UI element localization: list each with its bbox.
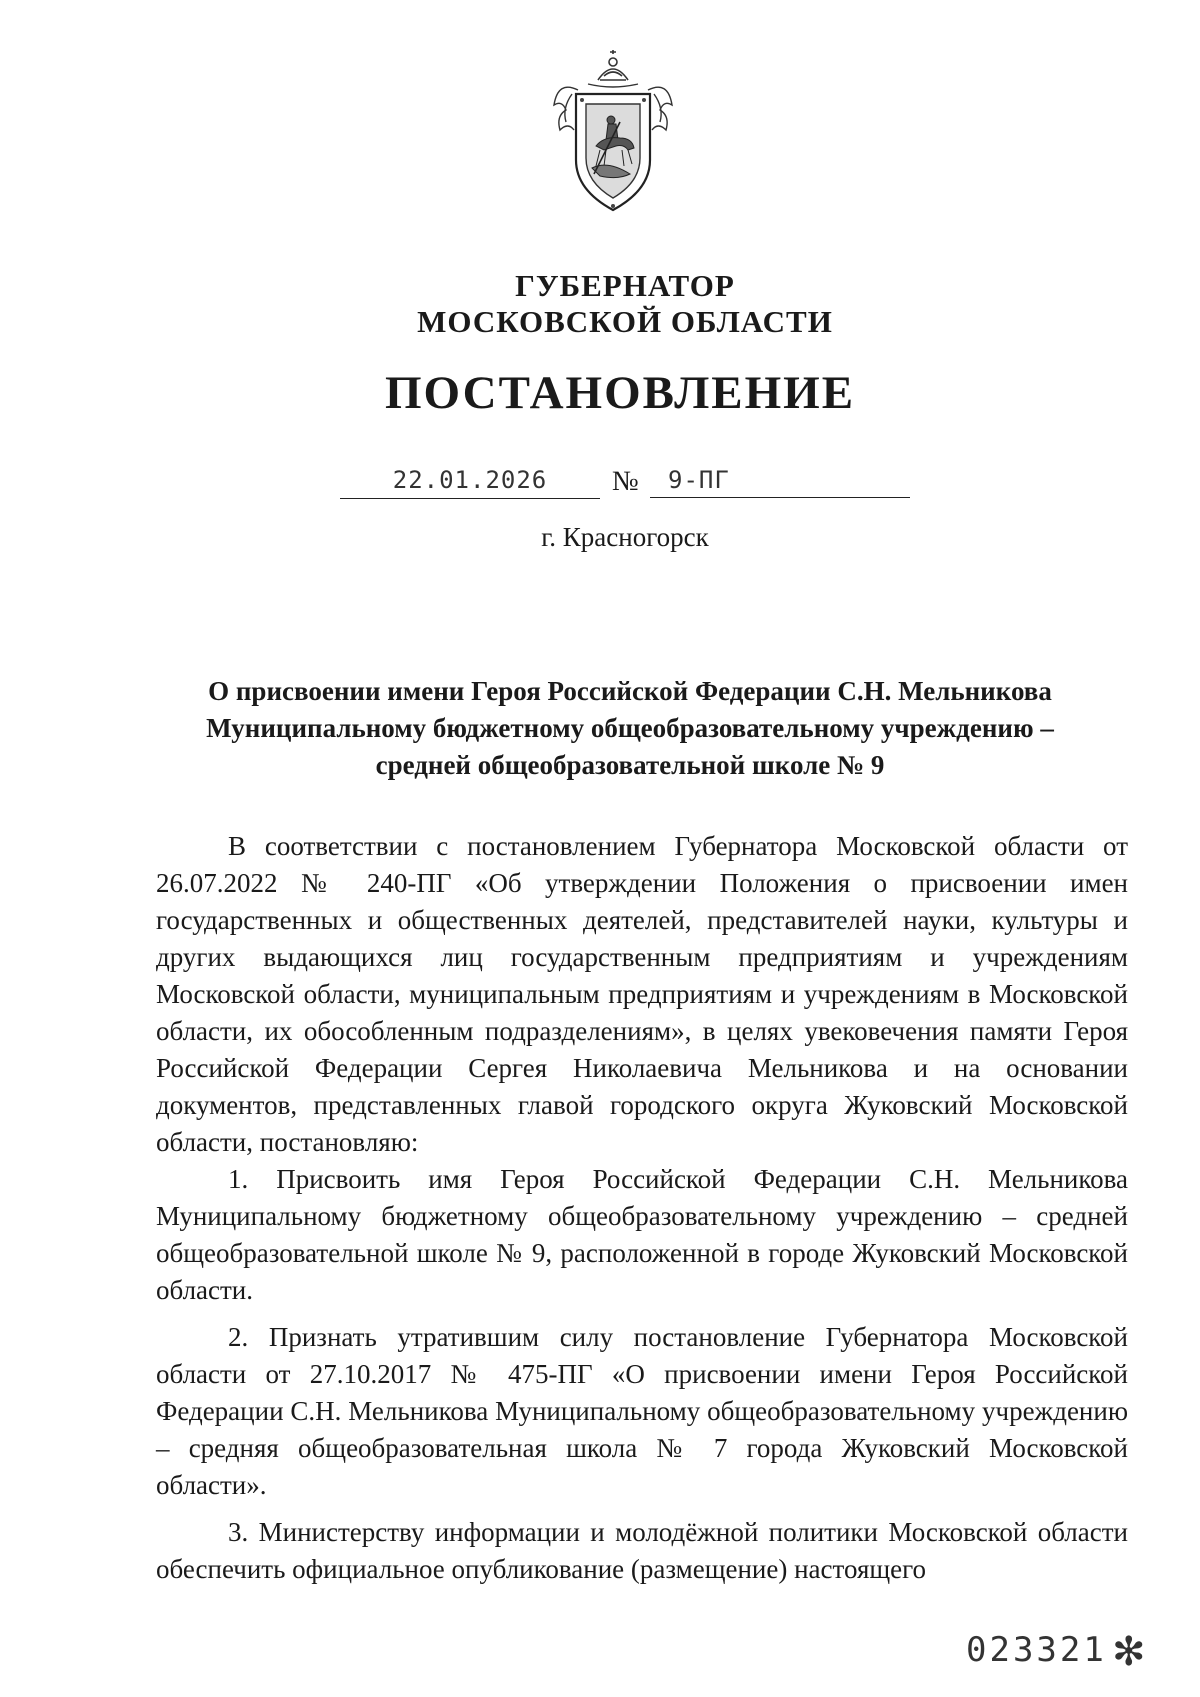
subject-line: средней общеобразовательной школе № 9 (375, 750, 885, 780)
coat-of-arms-icon (548, 50, 678, 218)
document-number-field: 9-ПГ (650, 462, 910, 498)
form-serial-number: 023321 (966, 1630, 1107, 1670)
number-sign: № (612, 466, 639, 497)
document-body (156, 828, 1128, 1588)
clause-1: 1. Присвоить имя Героя Российской Федерации С.Н. Мельникова Муниципальному бюджетному общеобразовательному учреждению – средней общеобразовательной школе № 9, расположенной в городе Жуковский Московской области. (156, 1164, 1128, 1305)
authority-title-line2: МОСКОВСКОЙ ОБЛАСТИ (417, 304, 833, 339)
document-subject (190, 673, 1070, 784)
document-type-heading: ПОСТАНОВЛЕНИЕ (384, 367, 856, 419)
clause-2: 2. Признать утратившим силу постановление Губернатора Московской области от 27.10.2017 № 475-ПГ «О присвоении имени Героя Российской Федерации С.Н. Мельникова Муниципальному общеобразовательному учреждению – средняя общеобразовательная школа № 7 города Жуковский Московской области». (156, 1322, 1128, 1500)
subject-line: О присвоении имени Героя Российской Федерации С.Н. Мельникова (208, 676, 1052, 706)
authority-title-line1: ГУБЕРНАТОР (515, 268, 735, 303)
issuing-city: г. Красногорск (541, 522, 709, 552)
asterisk-mark-icon: ✻ (1112, 1629, 1146, 1674)
preamble-paragraph: В соответствии с постановлением Губернатора Московской области от 26.07.2022 № 240-ПГ «Об утверждении Положения о присвоении имен государственных и общественных деятелей, представителей науки, культуры и других выдающихся лиц государственным предприятиям и учреждениям Московской области, муниципальным предприятиям и учреждениям в Московской области, их обособленным подразделениям», в целях увековечения памяти Героя Российской Федерации Сергея Николаевича Мельникова и на основании документов, представленных главой городского округа Жуковский Московской области, постановляю: (156, 831, 1128, 1157)
subject-line: Муниципальному бюджетному общеобразовательному учреждению – (206, 713, 1054, 743)
document-date-field: 22.01.2026 (340, 462, 600, 499)
clause-3: 3. Министерству информации и молодёжной политики Московской области обеспечить официальное опубликование (размещение) настоящего (156, 1517, 1128, 1584)
